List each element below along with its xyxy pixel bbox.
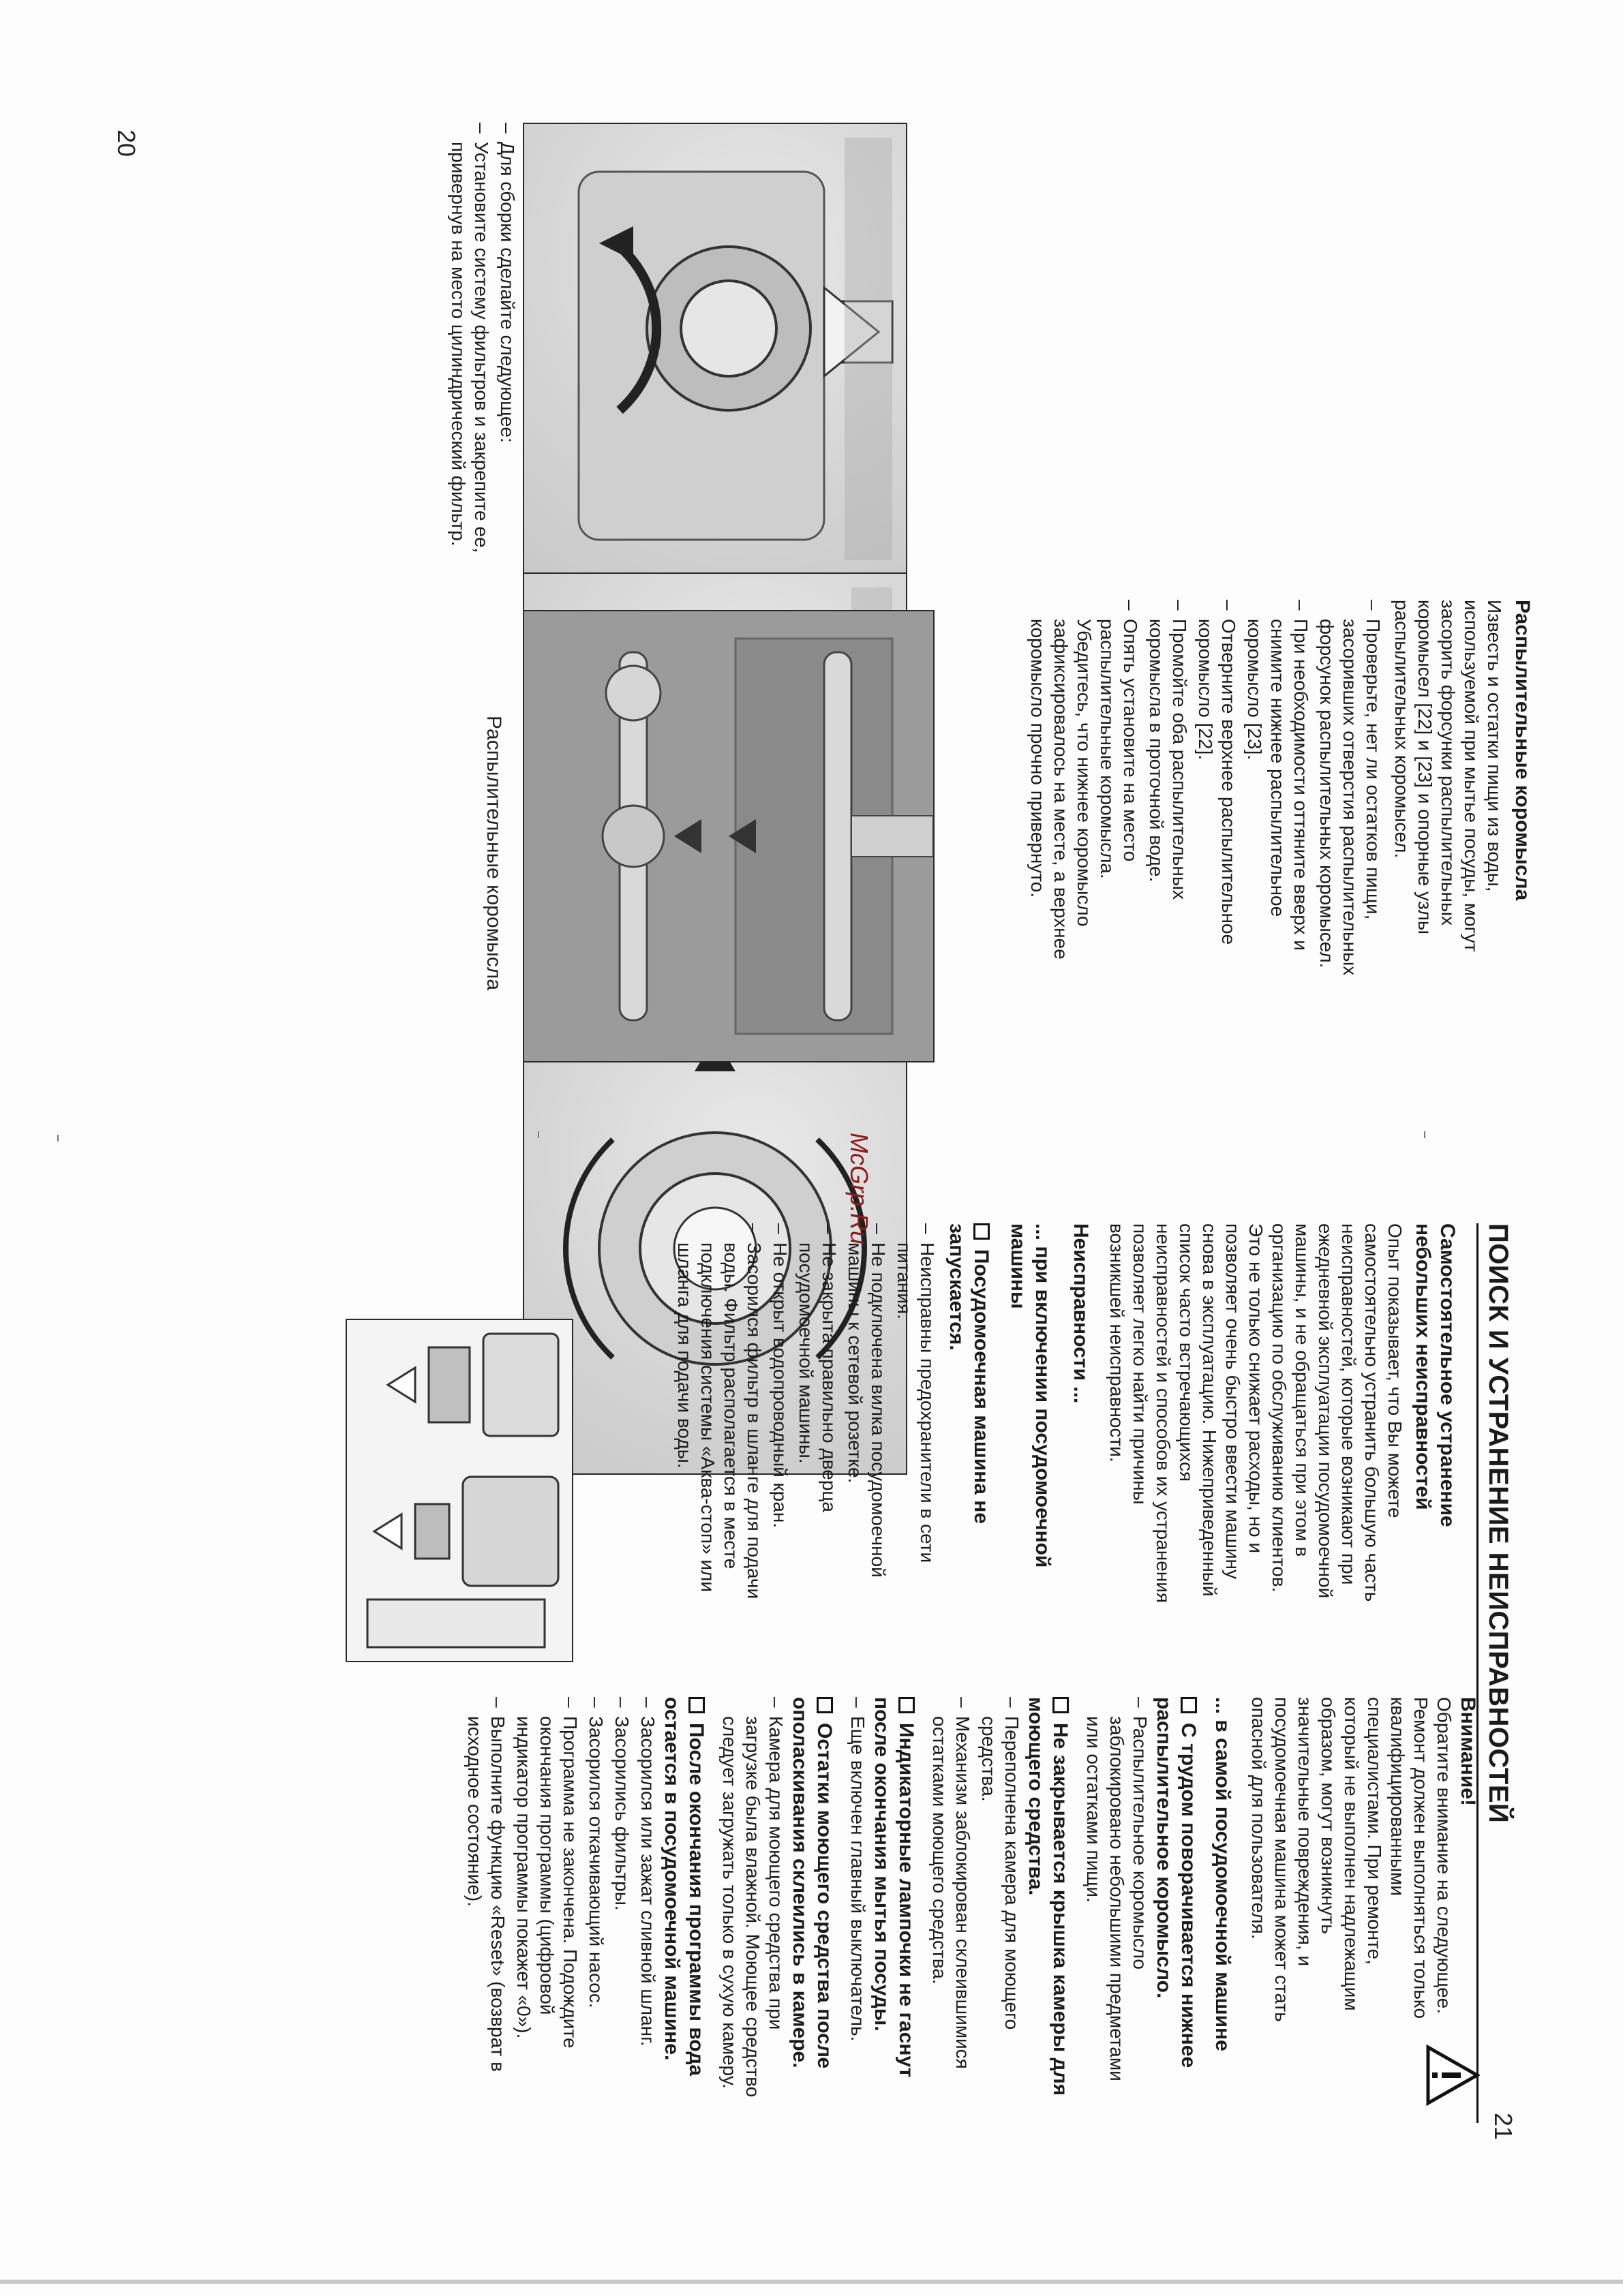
- checkbox-icon: [817, 1697, 833, 1713]
- filter-removal-figure: [523, 123, 907, 575]
- spray-step: – Отверните верхнее распылительное коромысло [22].: [1194, 600, 1240, 981]
- assembly-step-filter: – Установите систему фильтров и закрепите ее, привернув на место цилиндрический фильтр.: [446, 123, 493, 572]
- spray-arms-caption: Распылительные коромысла: [483, 716, 505, 991]
- watermark: McGrp.Ru: [845, 1133, 873, 1245]
- fault-title: Индикаторные лампочки не гаснут после окончания мытья посуды.: [870, 1697, 917, 2078]
- fault-cause: – Засорились фильтры.: [610, 1697, 633, 2106]
- no-start-cause: – Не подключена вилка посудомоечной машины к сетевой розетке.: [843, 1223, 890, 1605]
- no-start-cause: – Не закрыта правильно дверца посудомоечной машины.: [794, 1223, 840, 1605]
- no-start-cause: – Не открыт водопроводный кран.: [768, 1223, 791, 1605]
- in-machine-heading: ... в самой посудомоечной машине: [1211, 1697, 1234, 2051]
- spray-step: – Промойте оба распылительных коромысла в проточной воде.: [1144, 600, 1191, 981]
- on-start-heading: ... при включении посудомоечной машины: [1007, 1223, 1054, 1568]
- fault-title: Не закрывается крышка камеры для моющего средства.: [1025, 1697, 1072, 2096]
- attention-block: [1247, 1697, 1480, 2106]
- attention-text: Обратите внимание на следующее. Ремонт должен выполняться только квалифицированными специалистами. При ремонте, который не выполнен надлежащим образом, могут возникнуть значительные повреждения, и посудомоечная машина может стать опасной для пользователя.: [1248, 1697, 1455, 2022]
- spray-arms-illustration: [524, 611, 933, 1061]
- fault-cause: – Еще включен главный выключатель.: [846, 1697, 869, 2106]
- fault-title: После окончания программы вода остается в посудомоечной машине.: [661, 1697, 708, 2077]
- spray-step: – При необходимости оттяните вверх и снимите нижнее распылительное коромысло [23].: [1243, 600, 1312, 981]
- fault-section: [846, 1697, 918, 2106]
- spray-step: – Проверьте, нет ли остатков пищи, засоривших отверстия распылительных форсунок распылительных коромысел.: [1315, 600, 1384, 981]
- fault-title: С трудом поворачивается нижнее распылительное коромысло.: [1153, 1697, 1200, 2068]
- spray-step: – Опять установите на место распылительные коромысла. Убедитесь, что нижнее коромысло зафиксировалось на месте, а верхнее коромысло прочно привернуто.: [1026, 600, 1142, 981]
- spray-arms-section: [1023, 600, 1534, 981]
- checkbox-icon: [973, 1223, 990, 1240]
- scan-edge: [0, 2280, 1623, 2284]
- attention-title: Внимание!: [1457, 1697, 1479, 1806]
- spray-arms-title: Распылительные коромысла: [1511, 600, 1534, 901]
- fault-cause: – Распылительное коромысло заблокировано небольшими предметами или остатками пищи.: [1082, 1697, 1151, 2106]
- troubleshooting-header: [1476, 1223, 1514, 2123]
- checkbox-icon: [1052, 1697, 1069, 1713]
- fault-section: [928, 1697, 1072, 2106]
- fault-cause: – Засорился или зажат сливной шланг.: [636, 1697, 659, 2106]
- fault-cause: – Переполнена камера для моющего средства.: [977, 1697, 1023, 2106]
- page-title: ПОИСК И УСТРАНЕНИЕ НЕИСПРАВНОСТЕЙ: [1483, 1223, 1513, 1824]
- fault-cause: – Выполните функцию «Reset» (возврат в исходное состояние).: [463, 1697, 509, 2106]
- checkbox-icon: [1181, 1697, 1197, 1713]
- fault-cause: – Засорился откачивающий насос.: [584, 1697, 607, 2106]
- self-fix-text: Опыт показывает, что Вы можете самостоятельно устранить большую часть неисправностей, которые возникают при ежедневной эксплуатации посудомоечной машины, и не обращаться при этом в организацию по обслуживанию клиентов. Это не только снижает расходы, но и позволяет очень быстро ввести машину снова в эксплуатацию. Нижеприведенный список часто встречающихся неисправностей и способов их устранения позволяет легко найти причины возникшей неисправности.: [1106, 1223, 1406, 1604]
- fault-section: [463, 1697, 708, 2106]
- page-number-left: 20: [112, 129, 140, 157]
- fault-cause: – Механизм заблокирован склеившимися остатками моющего средства.: [928, 1697, 974, 2106]
- water-inlet-filter-figure: [346, 1319, 573, 1662]
- filter-removal-illustration: [524, 124, 906, 574]
- warning-triangle-icon: [1425, 2045, 1480, 2106]
- no-start-heading: Посудомоечная машина не запускается.: [945, 1223, 992, 1525]
- checkbox-icon: [898, 1697, 915, 1713]
- water-inlet-filter-illustration: [347, 1320, 572, 1661]
- assembly-instructions: [444, 123, 519, 572]
- troubleshooting-right-column: [460, 1697, 1480, 2106]
- fault-section: [1082, 1697, 1200, 2106]
- no-start-cause: – Неисправны предохранители в сети питания.: [892, 1223, 939, 1605]
- assembly-step-intro: – Для сборки сделайте следующее:: [496, 123, 519, 572]
- fault-cause: – Камера для моющего средства при загрузке была влажной. Моющее средство следует загружать только в сухую камеру.: [718, 1697, 787, 2106]
- fault-title: Остатки моющего средства после ополаскивания склеились в камере.: [789, 1697, 836, 2069]
- self-fix-title: Самостоятельное устранение небольших неисправностей: [1412, 1223, 1459, 1527]
- page-number-right: 21: [1489, 2113, 1517, 2141]
- fault-cause: – Программа не закончена. Подождите окончания программы (цифровой индикатор программы покажет «0»).: [512, 1697, 581, 2106]
- faults-heading: Неисправности ...: [1070, 1223, 1092, 1404]
- spray-arms-intro: Известь и остатки пищи из воды, используемой при мытье посуды, могут засорить форсунки распылительных коромысел [22] и [23] и опорные узлы распылительных коромысел.: [1391, 600, 1505, 952]
- no-start-cause: – Засорился фильтр в шланге для подачи воды. Фильтр располагается в месте подключения системы «Аква-стоп» или шланга для подачи воды.: [673, 1223, 765, 1605]
- spray-arms-figure: [523, 610, 935, 1062]
- troubleshooting-left-column: [670, 1223, 1459, 1605]
- checkbox-icon: [688, 1697, 705, 1713]
- fault-section: [718, 1697, 836, 2106]
